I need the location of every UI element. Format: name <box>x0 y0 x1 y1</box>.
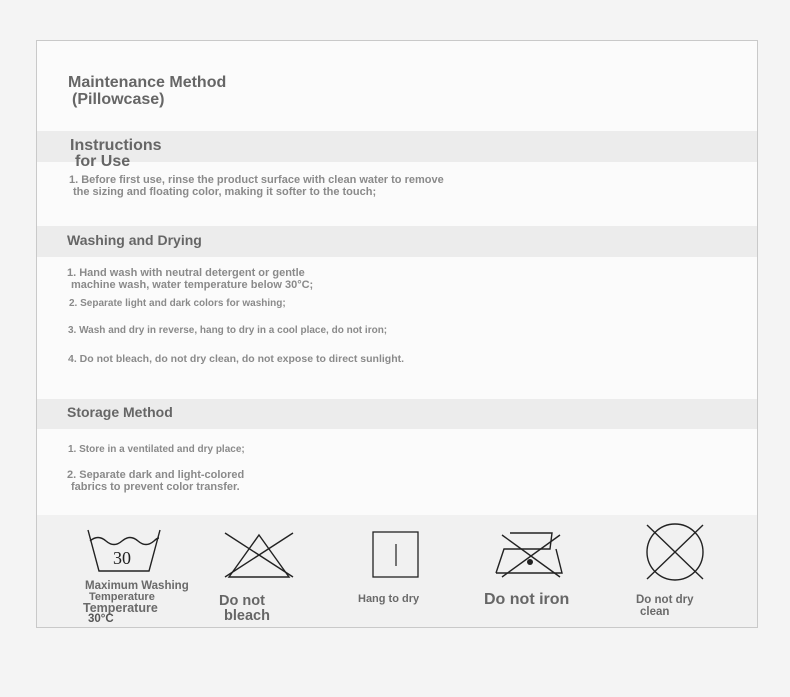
hang-dry-caption: Hang to dry <box>358 593 420 605</box>
title-line-1: Maintenance Method <box>68 74 227 91</box>
hang-dry-icon <box>372 531 420 579</box>
instructions-item-1-line-1: 1. Before first use, rinse the product surface with clean water to remove <box>69 174 444 186</box>
no-bleach-icon <box>223 531 295 581</box>
storage-item-2 <box>67 469 244 493</box>
storage-item-1: 1. Store in a ventilated and dry place; <box>68 444 245 455</box>
wash-caption-line-4: 30°C <box>88 613 114 625</box>
instructions-item-1-line-2: the sizing and floating color, making it softer to the touch; <box>73 186 377 198</box>
bleach-caption-line-1: Do not <box>219 593 265 609</box>
dryclean-caption-line-1: Do not dry <box>636 594 694 606</box>
washing-item-1-line-1: 1. Hand wash with neutral detergent or gentle <box>67 267 305 279</box>
no-bleach-caption <box>219 594 270 624</box>
page-title <box>68 74 226 108</box>
washing-item-2: 2. Separate light and dark colors for washing; <box>69 298 286 309</box>
no-iron-icon <box>492 529 568 581</box>
no-dry-clean-caption <box>636 594 694 618</box>
instructions-heading-line-1: Instructions <box>70 137 162 154</box>
storage-item-2-line-2: fabrics to prevent color transfer. <box>71 481 240 493</box>
care-symbols-area <box>37 515 758 628</box>
washing-item-4: 4. Do not bleach, do not dry clean, do not expose to direct sunlight. <box>68 353 405 365</box>
no-iron-caption: Do not iron <box>484 591 570 608</box>
wash-temp-number: 30 <box>113 548 131 568</box>
dryclean-caption-line-2: clean <box>640 606 670 618</box>
washing-item-3: 3. Wash and dry in reverse, hang to dry in a cool place, do not iron; <box>68 325 388 336</box>
no-dry-clean-icon <box>643 523 707 581</box>
storage-item-2-line-1: 2. Separate dark and light-colored <box>67 469 245 481</box>
bleach-caption-line-2: bleach <box>224 608 270 624</box>
washing-item-1 <box>67 267 313 291</box>
wash-caption-line-1: Maximum Washing <box>85 580 189 592</box>
wash-temp-caption <box>85 581 189 625</box>
instructions-item-1 <box>69 174 444 198</box>
washing-item-1-line-2: machine wash, water temperature below 30°C; <box>71 279 314 291</box>
storage-heading: Storage Method <box>67 404 173 420</box>
washing-heading: Washing and Drying <box>67 232 202 248</box>
wash-caption-line-2: Temperature <box>89 591 155 603</box>
instructions-heading <box>70 138 162 170</box>
title-line-2: (Pillowcase) <box>72 91 165 108</box>
instructions-heading-line-2: for Use <box>75 153 131 170</box>
care-instructions-card <box>36 40 758 628</box>
wash-caption-line-3: Temperature <box>83 601 158 615</box>
